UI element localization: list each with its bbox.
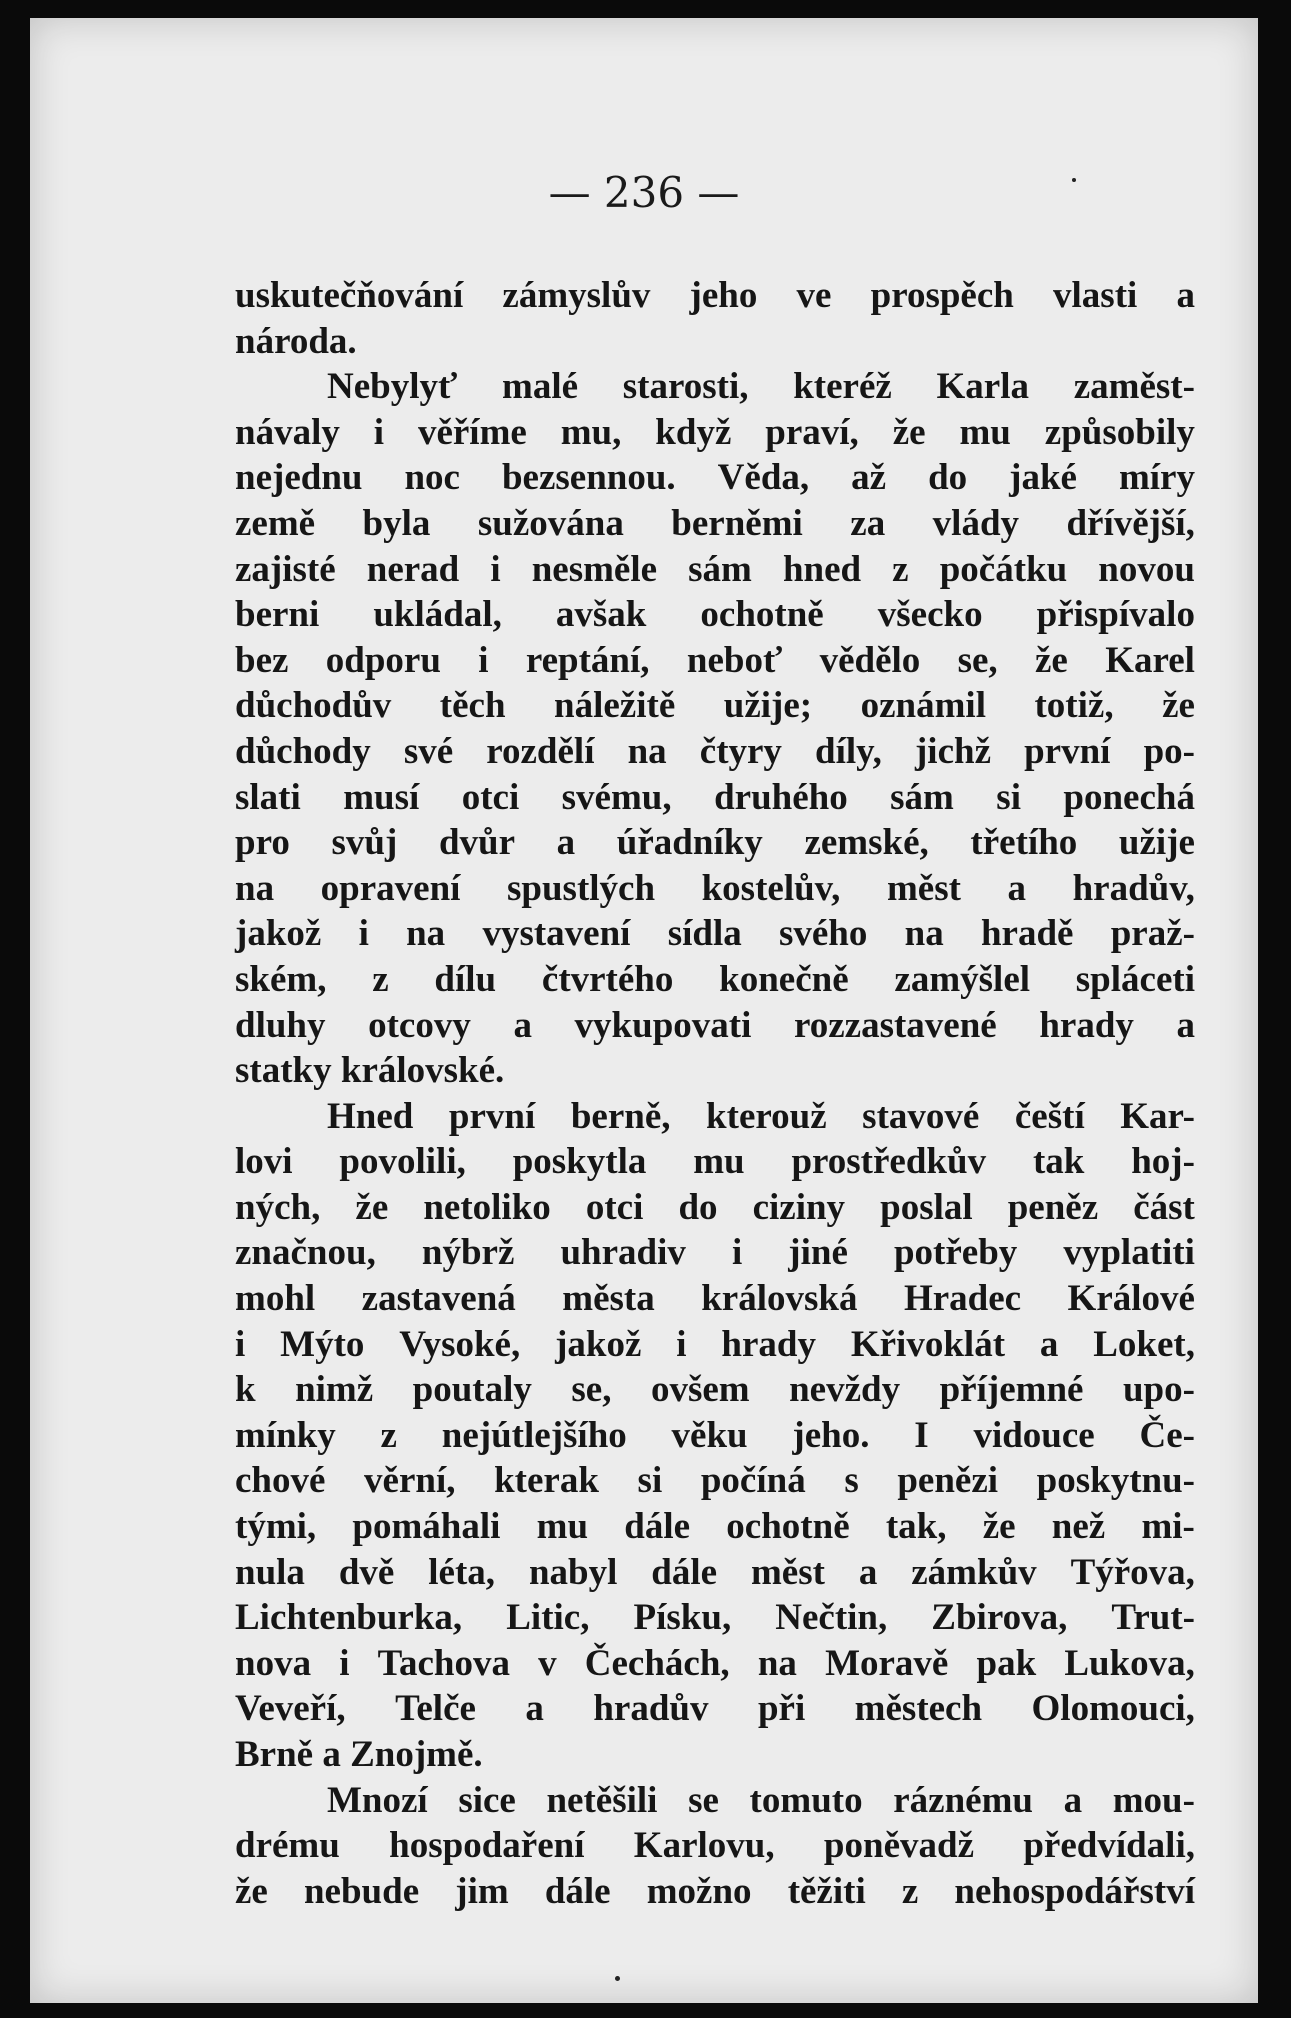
text-line: chové věrní, kterak si počíná s penězi poskytnu- — [235, 1460, 1195, 1502]
text-line: i Mýto Vysoké, jakož i hrady Křivoklát a Loket, — [235, 1323, 1195, 1365]
text-line: uskutečňování zámyslův jeho ve prospěch vlasti a — [235, 275, 1195, 316]
text-line: statky královské. — [235, 1050, 505, 1092]
text-line: Hned první berně, kterouž stavové čeští Kar- — [327, 1095, 1195, 1137]
text-line: důchodův těch náležitě užije; oznámil totiž, že — [235, 685, 1195, 727]
text-line: ském, z dílu čtvrtého konečně zamýšlel spláceti — [235, 958, 1195, 1000]
text-line: země byla sužována berněmi za vlády dřívější, — [235, 502, 1195, 544]
body-text — [235, 273, 1195, 1914]
text-line: návaly i věříme mu, když praví, že mu způsobily — [235, 411, 1195, 453]
text-line: značnou, nýbrž uhradiv i jiné potřeby vyplatiti — [235, 1232, 1195, 1274]
text-line: jakož i na vystavení sídla svého na hradě praž- — [235, 913, 1195, 955]
text-line: k nimž poutaly se, ovšem nevždy příjemné upo- — [235, 1369, 1195, 1411]
text-line: národa. — [235, 320, 357, 362]
text-line: zajisté nerad i nesměle sám hned z počátku novou — [235, 548, 1195, 590]
text-line: Veveří, Telče a hradův při městech Olomouci, — [235, 1688, 1195, 1730]
text-line: slati musí otci svému, druhého sám si ponechá — [235, 776, 1195, 818]
text-line: pro svůj dvůr a úřadníky zemské, třetího užije — [235, 822, 1195, 864]
book-page — [30, 18, 1258, 2003]
text-line: Lichtenburka, Litic, Písku, Nečtin, Zbirova, Trut- — [235, 1597, 1195, 1639]
text-line: nova i Tachova v Čechách, na Moravě pak Lukova, — [235, 1642, 1195, 1684]
text-line: tými, pomáhali mu dále ochotně tak, že než mi- — [235, 1506, 1195, 1548]
text-line: mohl zastavená města královská Hradec Králové — [235, 1278, 1195, 1320]
text-line: drému hospodaření Karlovu, poněvadž předvídali, — [235, 1825, 1195, 1867]
print-speck — [615, 1976, 620, 1981]
text-line: nejednu noc bezsennou. Věda, až do jaké míry — [235, 457, 1195, 499]
text-line: Brně a Znojmě. — [235, 1734, 483, 1775]
text-line: bez odporu i reptání, neboť vědělo se, že Karel — [235, 639, 1195, 681]
text-line: lovi povolili, poskytla mu prostředkův tak hoj- — [235, 1141, 1195, 1183]
text-line: Mnozí sice netěšili se tomuto ráznému a mou- — [327, 1779, 1195, 1821]
text-line: dluhy otcovy a vykupovati rozzastavené hrady a — [235, 1004, 1195, 1046]
text-line: berni ukládal, avšak ochotně všecko přispívalo — [235, 594, 1195, 636]
text-line: mínky z nejútlejšího věku jeho. I vidouce Če- — [235, 1414, 1195, 1456]
text-line: na opravení spustlých kostelův, měst a hradův, — [235, 867, 1195, 909]
text-line: že nebude jim dále možno těžiti z nehospodářství — [235, 1870, 1195, 1912]
page-number: — 236 — — [548, 168, 740, 217]
text-line: Nebylyť malé starosti, kteréž Karla zaměst- — [327, 366, 1195, 408]
text-line: důchody své rozdělí na čtyry díly, jichž první po- — [235, 730, 1195, 772]
text-line: nula dvě léta, nabyl dále měst a zámkův Týřova, — [235, 1551, 1195, 1593]
text-line: ných, že netoliko otci do ciziny poslal peněz část — [235, 1186, 1195, 1228]
print-speck — [1072, 178, 1076, 182]
